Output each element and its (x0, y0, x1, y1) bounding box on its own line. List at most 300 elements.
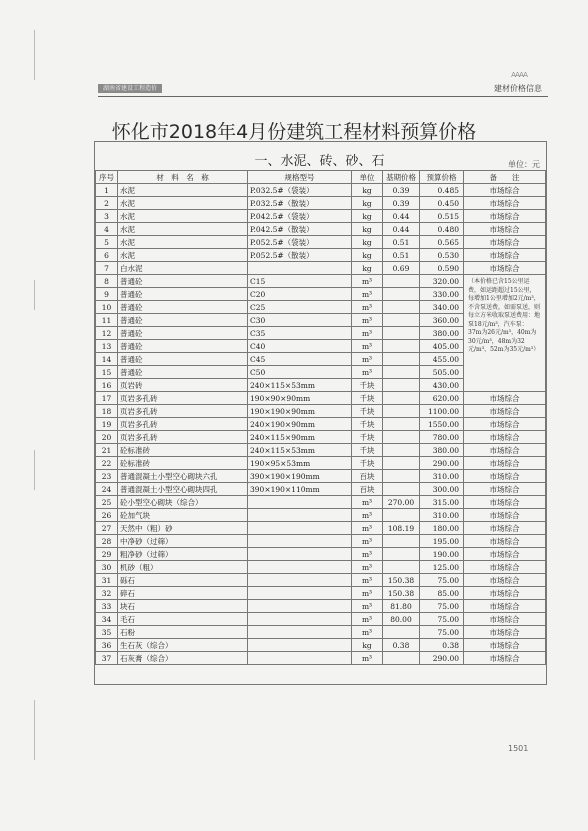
scan-margin-mark (34, 450, 35, 490)
material-name: 块石 (118, 600, 248, 613)
note: 市场综合 (464, 418, 546, 431)
row-no: 32 (96, 587, 118, 600)
table-row (96, 548, 546, 561)
page-number: 1501 (508, 744, 529, 753)
table-body (96, 184, 546, 665)
row-no: 31 (96, 574, 118, 587)
spec: P.052.5#（散装） (248, 249, 352, 262)
note: 市场综合 (464, 626, 546, 639)
material-name: 页岩多孔砖 (118, 392, 248, 405)
budget-price: 320.00 (420, 275, 464, 288)
material-name: 普通砼 (118, 340, 248, 353)
base-price (383, 431, 420, 444)
base-price: 0.38 (383, 639, 420, 652)
table-row (96, 223, 546, 236)
table-row (96, 210, 546, 223)
base-price (383, 340, 420, 353)
unit: m³ (352, 288, 383, 301)
spec: P.032.5#（袋装） (248, 184, 352, 197)
material-name: 页岩多孔砖 (118, 431, 248, 444)
note: 市场综合 (464, 496, 546, 509)
publication-logo: AAAA (511, 71, 527, 79)
note: 市场综合 (464, 392, 546, 405)
table-row (96, 392, 546, 405)
unit: m³ (352, 535, 383, 548)
base-price: 150.38 (383, 574, 420, 587)
spec: 240×115×53mm (248, 444, 352, 457)
unit: m³ (352, 587, 383, 600)
col-header-note: 备 注 (464, 171, 546, 184)
unit: kg (352, 639, 383, 652)
material-name: 机砂（粗） (118, 561, 248, 574)
unit: kg (352, 184, 383, 197)
material-name: 砾石 (118, 574, 248, 587)
spec (248, 522, 352, 535)
row-no: 6 (96, 249, 118, 262)
table-row (96, 652, 546, 665)
unit: m³ (352, 496, 383, 509)
col-header-spec: 规格型号 (248, 171, 352, 184)
header-right-label: 建材价格信息 (494, 84, 542, 93)
base-price (383, 392, 420, 405)
base-price: 0.51 (383, 249, 420, 262)
budget-price: 75.00 (420, 626, 464, 639)
material-name: 普通砼 (118, 275, 248, 288)
spec: 240×115×90mm (248, 431, 352, 444)
unit: kg (352, 210, 383, 223)
row-no: 28 (96, 535, 118, 548)
unit: kg (352, 223, 383, 236)
spec: C50 (248, 366, 352, 379)
row-no: 26 (96, 509, 118, 522)
budget-price: 290.00 (420, 652, 464, 665)
note: 市场综合 (464, 548, 546, 561)
unit: 千块 (352, 405, 383, 418)
row-no: 15 (96, 366, 118, 379)
budget-price: 780.00 (420, 431, 464, 444)
unit: m³ (352, 652, 383, 665)
base-price: 270.00 (383, 496, 420, 509)
row-no: 34 (96, 613, 118, 626)
material-name: 砼标准砖 (118, 457, 248, 470)
unit: m³ (352, 548, 383, 561)
row-no: 14 (96, 353, 118, 366)
base-price: 0.39 (383, 184, 420, 197)
note: 市场综合 (464, 600, 546, 613)
note: 市场综合 (464, 457, 546, 470)
budget-price: 195.00 (420, 535, 464, 548)
spec (248, 496, 352, 509)
material-name: 石灰膏（综合） (118, 652, 248, 665)
spec (248, 639, 352, 652)
table-row (96, 262, 546, 275)
note: 市场综合 (464, 249, 546, 262)
table-row (96, 483, 546, 496)
row-no: 12 (96, 327, 118, 340)
note: 市场综合 (464, 613, 546, 626)
spec (248, 652, 352, 665)
spec: C35 (248, 327, 352, 340)
material-name: 水泥 (118, 249, 248, 262)
unit: m³ (352, 574, 383, 587)
row-no: 20 (96, 431, 118, 444)
note: 市场综合 (464, 210, 546, 223)
unit: 百块 (352, 470, 383, 483)
base-price (383, 405, 420, 418)
base-price (383, 483, 420, 496)
note: 市场综合 (464, 444, 546, 457)
base-price (383, 275, 420, 288)
section-title: 一、水泥、砖、砂、石 (254, 154, 385, 169)
material-name: 页岩多孔砖 (118, 418, 248, 431)
material-name: 水泥 (118, 236, 248, 249)
base-price (383, 626, 420, 639)
table-row (96, 535, 546, 548)
budget-price: 0.450 (420, 197, 464, 210)
row-no: 13 (96, 340, 118, 353)
material-name: 中净砂（过筛） (118, 535, 248, 548)
col-header-unit: 单位 (352, 171, 383, 184)
table-row (96, 626, 546, 639)
spec (248, 626, 352, 639)
material-name: 砼加气块 (118, 509, 248, 522)
material-name: 普通混凝土小型空心砌块四孔 (118, 483, 248, 496)
spec: 190×95×53mm (248, 457, 352, 470)
note: 市场综合 (464, 535, 546, 548)
budget-price: 455.00 (420, 353, 464, 366)
unit: m³ (352, 340, 383, 353)
material-name: 页岩砖 (118, 379, 248, 392)
spec (248, 561, 352, 574)
table-row (96, 522, 546, 535)
spec (248, 600, 352, 613)
unit: kg (352, 262, 383, 275)
material-name: 普通砼 (118, 301, 248, 314)
base-price (383, 652, 420, 665)
spec: P.032.5#（散装） (248, 197, 352, 210)
note: 市场综合 (464, 587, 546, 600)
spec: P.042.5#（袋装） (248, 210, 352, 223)
table-row (96, 470, 546, 483)
material-name: 石粉 (118, 626, 248, 639)
unit: m³ (352, 522, 383, 535)
spec (248, 587, 352, 600)
base-price (383, 366, 420, 379)
budget-price: 0.480 (420, 223, 464, 236)
budget-price: 0.565 (420, 236, 464, 249)
material-name: 粗净砂（过筛） (118, 548, 248, 561)
row-no: 1 (96, 184, 118, 197)
row-no: 17 (96, 392, 118, 405)
material-name: 碎石 (118, 587, 248, 600)
row-no: 27 (96, 522, 118, 535)
header-left-label: 湖南省建设工程造价 (98, 84, 162, 93)
unit: 千块 (352, 418, 383, 431)
material-name: 普通混凝土小型空心砌块六孔 (118, 470, 248, 483)
unit: m³ (352, 613, 383, 626)
base-price (383, 457, 420, 470)
unit: kg (352, 249, 383, 262)
budget-price: 190.00 (420, 548, 464, 561)
table-row (96, 509, 546, 522)
scan-margin-mark (34, 280, 35, 310)
row-no: 18 (96, 405, 118, 418)
budget-price: 315.00 (420, 496, 464, 509)
spec (248, 574, 352, 587)
base-price (383, 301, 420, 314)
row-no: 3 (96, 210, 118, 223)
base-price: 108.19 (383, 522, 420, 535)
spec: C45 (248, 353, 352, 366)
row-no: 7 (96, 262, 118, 275)
unit: 千块 (352, 457, 383, 470)
spec (248, 262, 352, 275)
material-name: 水泥 (118, 197, 248, 210)
col-header-name: 材 料 名 称 (118, 171, 248, 184)
unit: 千块 (352, 444, 383, 457)
row-no: 24 (96, 483, 118, 496)
note: 市场综合 (464, 561, 546, 574)
budget-price: 310.00 (420, 509, 464, 522)
unit: m³ (352, 366, 383, 379)
row-no: 8 (96, 275, 118, 288)
spec: C40 (248, 340, 352, 353)
note: 市场综合 (464, 470, 546, 483)
spec: 240×115×53mm (248, 379, 352, 392)
material-name: 普通砼 (118, 288, 248, 301)
row-no: 16 (96, 379, 118, 392)
unit: 百块 (352, 483, 383, 496)
budget-price: 85.00 (420, 587, 464, 600)
table-row (96, 587, 546, 600)
material-name: 水泥 (118, 184, 248, 197)
table-row (96, 405, 546, 418)
spec (248, 509, 352, 522)
row-no: 11 (96, 314, 118, 327)
material-name: 水泥 (118, 210, 248, 223)
row-no: 23 (96, 470, 118, 483)
table-header-row (96, 171, 546, 184)
table-row (96, 444, 546, 457)
base-price: 0.39 (383, 197, 420, 210)
note: 市场综合 (464, 483, 546, 496)
spec: P.052.5#（袋装） (248, 236, 352, 249)
budget-price: 1550.00 (420, 418, 464, 431)
row-no: 10 (96, 301, 118, 314)
note-long: （本价格已含15公里运费，如运距超过15公里，每增加1公里增加2元/m³，不含泵送费，如需泵送，则每立方米收取泵送费用：地泵18元/m³，汽车泵：37m为26元/m³，40m为30元/m³，48m为32元/m³，52m为35元/m³） (464, 275, 546, 392)
row-no: 19 (96, 418, 118, 431)
spec: C15 (248, 275, 352, 288)
unit-label: 单位：元 (508, 160, 540, 169)
spec: 190×190×90mm (248, 405, 352, 418)
unit: 千块 (352, 392, 383, 405)
unit: m³ (352, 301, 383, 314)
table-row (96, 184, 546, 197)
row-no: 30 (96, 561, 118, 574)
running-header (98, 84, 548, 97)
note: 市场综合 (464, 509, 546, 522)
base-price (383, 470, 420, 483)
spec: P.042.5#（散装） (248, 223, 352, 236)
budget-price: 300.00 (420, 483, 464, 496)
budget-price: 0.590 (420, 262, 464, 275)
spec: C20 (248, 288, 352, 301)
material-name: 普通砼 (118, 353, 248, 366)
spec: C25 (248, 301, 352, 314)
table-row (96, 561, 546, 574)
budget-price: 380.00 (420, 444, 464, 457)
budget-price: 340.00 (420, 301, 464, 314)
budget-price: 0.38 (420, 639, 464, 652)
note: 市场综合 (464, 574, 546, 587)
unit: 千块 (352, 379, 383, 392)
unit: m³ (352, 314, 383, 327)
unit: m³ (352, 275, 383, 288)
unit: m³ (352, 327, 383, 340)
scan-margin-mark (34, 30, 35, 80)
unit: m³ (352, 600, 383, 613)
budget-price: 125.00 (420, 561, 464, 574)
note: 市场综合 (464, 639, 546, 652)
note: 市场综合 (464, 236, 546, 249)
budget-price: 180.00 (420, 522, 464, 535)
spec: 390×190×190mm (248, 470, 352, 483)
table-row (96, 496, 546, 509)
note: 市场综合 (464, 522, 546, 535)
row-no: 36 (96, 639, 118, 652)
table-row (96, 613, 546, 626)
note: 市场综合 (464, 652, 546, 665)
spec: 390×190×110mm (248, 483, 352, 496)
table-row (96, 574, 546, 587)
base-price: 81.80 (383, 600, 420, 613)
base-price: 0.69 (383, 262, 420, 275)
material-name: 砼标准砖 (118, 444, 248, 457)
budget-price: 75.00 (420, 613, 464, 626)
base-price (383, 561, 420, 574)
unit: m³ (352, 561, 383, 574)
base-price: 150.38 (383, 587, 420, 600)
table-row (96, 249, 546, 262)
col-header-no: 序号 (96, 171, 118, 184)
budget-price: 505.00 (420, 366, 464, 379)
base-price (383, 535, 420, 548)
budget-price: 405.00 (420, 340, 464, 353)
row-no: 25 (96, 496, 118, 509)
material-name: 普通砼 (118, 366, 248, 379)
row-no: 2 (96, 197, 118, 210)
base-price (383, 548, 420, 561)
budget-price: 0.485 (420, 184, 464, 197)
row-no: 35 (96, 626, 118, 639)
unit: m³ (352, 626, 383, 639)
table-row (96, 600, 546, 613)
scan-margin-mark (34, 700, 35, 760)
row-no: 5 (96, 236, 118, 249)
note: 市场综合 (464, 197, 546, 210)
base-price (383, 444, 420, 457)
base-price (383, 353, 420, 366)
base-price: 0.44 (383, 210, 420, 223)
table-row (96, 418, 546, 431)
material-name: 砼小型空心砌块（综合） (118, 496, 248, 509)
budget-price: 0.515 (420, 210, 464, 223)
budget-price: 330.00 (420, 288, 464, 301)
budget-price: 430.00 (420, 379, 464, 392)
row-no: 21 (96, 444, 118, 457)
spec (248, 548, 352, 561)
base-price: 0.51 (383, 236, 420, 249)
row-no: 4 (96, 223, 118, 236)
row-no: 29 (96, 548, 118, 561)
col-header-budget-price: 预算价格 (420, 171, 464, 184)
material-name: 天然中（粗）砂 (118, 522, 248, 535)
budget-price: 75.00 (420, 600, 464, 613)
spec: 190×90×90mm (248, 392, 352, 405)
material-name: 普通砼 (118, 327, 248, 340)
note: 市场综合 (464, 431, 546, 444)
note: 市场综合 (464, 223, 546, 236)
material-name: 水泥 (118, 223, 248, 236)
table-row (96, 457, 546, 470)
note: 市场综合 (464, 405, 546, 418)
spec (248, 535, 352, 548)
row-no: 33 (96, 600, 118, 613)
base-price (383, 314, 420, 327)
base-price (383, 379, 420, 392)
table-row (96, 639, 546, 652)
budget-price: 380.00 (420, 327, 464, 340)
material-name: 生石灰（综合） (118, 639, 248, 652)
base-price (383, 327, 420, 340)
base-price: 80.00 (383, 613, 420, 626)
base-price: 0.44 (383, 223, 420, 236)
material-name: 毛石 (118, 613, 248, 626)
budget-price: 290.00 (420, 457, 464, 470)
material-name: 页岩多孔砖 (118, 405, 248, 418)
row-no: 37 (96, 652, 118, 665)
table-row (96, 275, 546, 288)
row-no: 9 (96, 288, 118, 301)
spec (248, 613, 352, 626)
unit: m³ (352, 509, 383, 522)
note: 市场综合 (464, 262, 546, 275)
base-price (383, 509, 420, 522)
table-row (96, 236, 546, 249)
page-title: 怀化市2018年4月份建筑工程材料预算价格 (111, 121, 477, 143)
base-price (383, 288, 420, 301)
budget-price: 310.00 (420, 470, 464, 483)
budget-price: 0.530 (420, 249, 464, 262)
material-name: 白水泥 (118, 262, 248, 275)
unit: kg (352, 197, 383, 210)
note: 市场综合 (464, 184, 546, 197)
spec: C30 (248, 314, 352, 327)
table-row (96, 431, 546, 444)
table-row (96, 197, 546, 210)
row-no: 22 (96, 457, 118, 470)
base-price (383, 418, 420, 431)
unit: kg (352, 236, 383, 249)
price-table (95, 170, 546, 665)
col-header-base-price: 基期价格 (383, 171, 420, 184)
budget-price: 360.00 (420, 314, 464, 327)
material-name: 普通砼 (118, 314, 248, 327)
spec: 240×190×90mm (248, 418, 352, 431)
budget-price: 1100.00 (420, 405, 464, 418)
budget-price: 620.00 (420, 392, 464, 405)
unit: m³ (352, 353, 383, 366)
